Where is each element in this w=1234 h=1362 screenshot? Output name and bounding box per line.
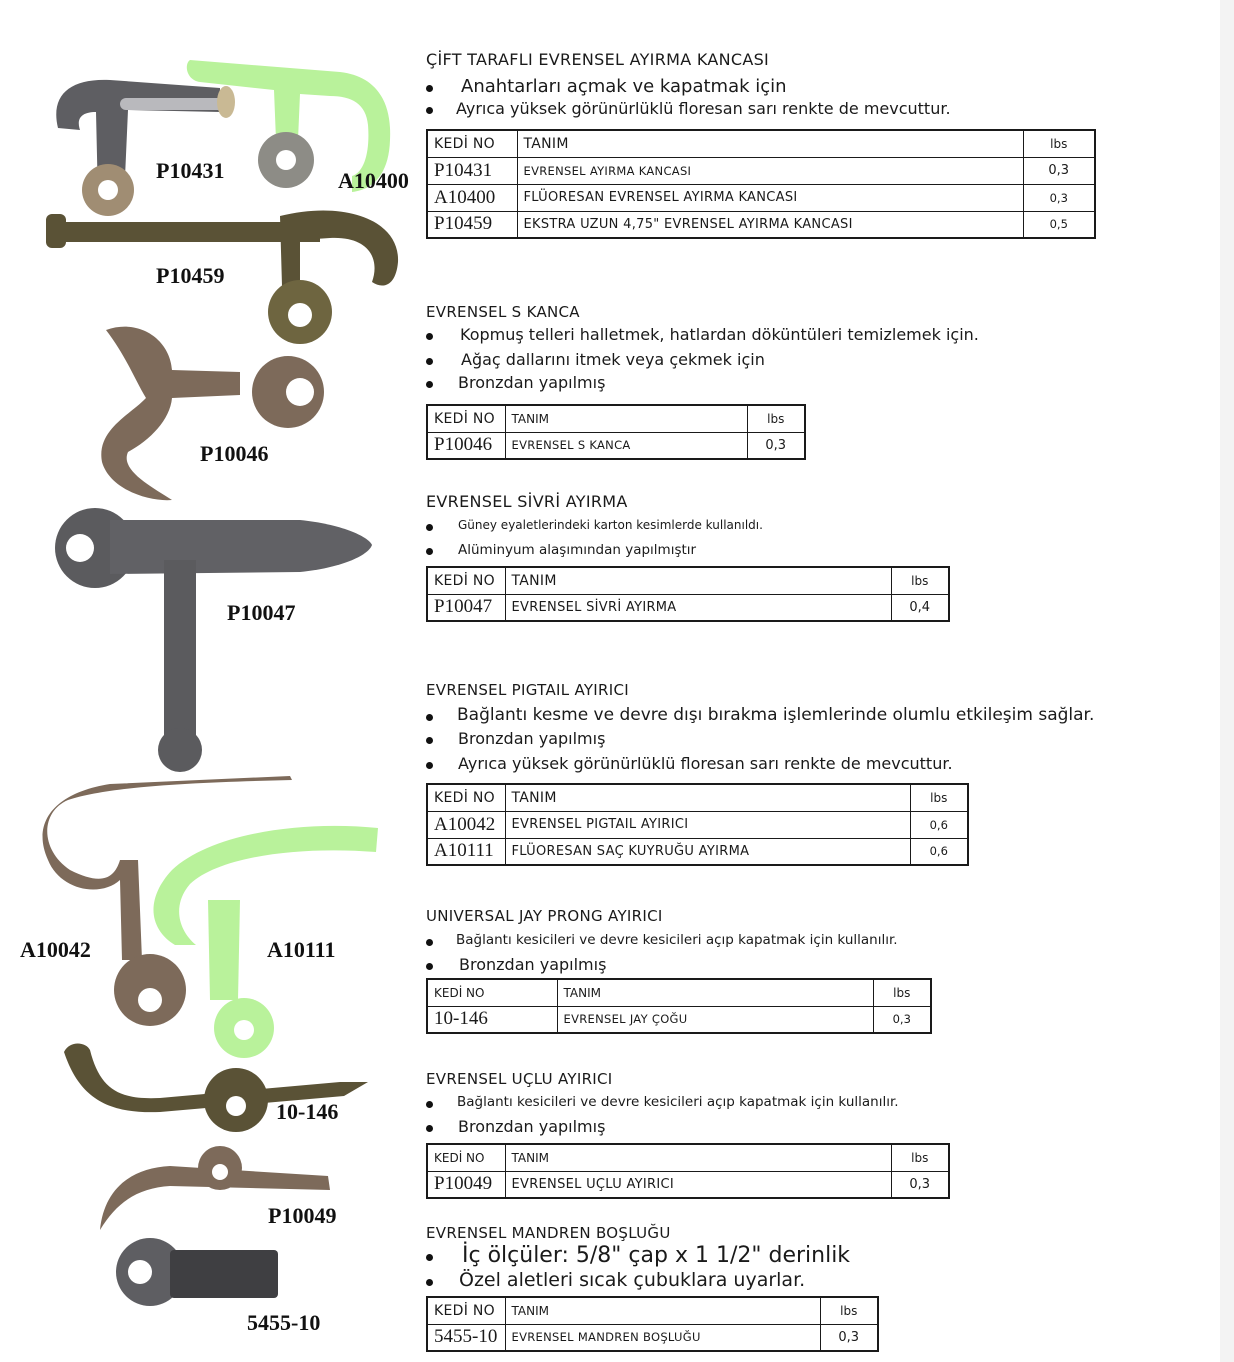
table-header-cell: KEDİ NO — [427, 1144, 505, 1171]
bullet-dot — [426, 524, 433, 531]
table-cell: A10400 — [427, 184, 517, 211]
table-row — [427, 157, 1095, 184]
bullet-text: Kopmuş telleri halletmek, hatlardan döküntüleri temizlemek için. — [460, 325, 979, 344]
bullet-item — [426, 1243, 1186, 1271]
spec-table — [426, 1296, 879, 1352]
tool-illustrations — [0, 0, 420, 1362]
table-cell: EVRENSEL UÇLU AYIRICI — [505, 1171, 891, 1198]
spec-table — [426, 1143, 950, 1199]
bullet-text: Alüminyum alaşımından yapılmıştır — [458, 542, 697, 558]
bullet-text: Güney eyaletlerindeki karton kesimlerde kullanıldı. — [458, 518, 763, 532]
bullet-dot — [426, 1279, 433, 1286]
table-header-cell: KEDİ NO — [427, 567, 505, 594]
tool-image-5455-10 — [116, 1238, 278, 1306]
page-edge — [1220, 0, 1234, 1362]
tool-label: P10047 — [227, 600, 296, 625]
bullet-dot — [426, 963, 433, 970]
bullet-item — [426, 350, 1126, 372]
bullet-text: Ayrıca yüksek görünürlüklü floresan sarı renkte de mevcuttur. — [456, 99, 951, 118]
bullet-item — [426, 99, 1126, 121]
table-header-row — [427, 1144, 949, 1171]
bullet-item — [426, 729, 1126, 751]
table-cell: P10431 — [427, 157, 517, 184]
bullet-dot — [426, 714, 433, 721]
bullet-dot — [426, 737, 433, 744]
tool-image-p10431 — [56, 80, 235, 216]
table-header-cell: KEDİ NO — [427, 784, 505, 811]
table-header-cell: lbs — [1023, 130, 1095, 157]
table-cell: EVRENSEL S KANCA — [505, 432, 747, 459]
spec-table — [426, 783, 969, 866]
table-cell: EVRENSEL MANDREN BOŞLUĞU — [505, 1324, 820, 1351]
table-cell: 10-146 — [427, 1006, 557, 1033]
table-cell: EVRENSEL PIGTAIL AYIRICI — [505, 811, 910, 838]
section-title: UNIVERSAL JAY PRONG AYIRICI — [426, 907, 663, 925]
table-header-cell: TANIM — [505, 567, 891, 594]
bullet-item — [426, 754, 1126, 776]
table-header-cell: lbs — [747, 405, 805, 432]
table-header-cell: TANIM — [557, 979, 873, 1006]
bullet-item — [426, 705, 1146, 729]
section-title: ÇİFT TARAFLI EVRENSEL AYIRMA KANCASI — [426, 50, 770, 69]
table-cell: 0,4 — [891, 594, 949, 621]
bullet-dot — [426, 1125, 433, 1132]
bullet-text: Bronzdan yapılmış — [458, 373, 606, 392]
tool-label: P10049 — [268, 1203, 337, 1228]
spec-table — [426, 978, 932, 1034]
table-header-cell: lbs — [891, 1144, 949, 1171]
table-cell: P10049 — [427, 1171, 505, 1198]
tool-image-a10111 — [153, 826, 378, 1058]
bullet-text: Özel aletleri sıcak çubuklara uyarlar. — [459, 1269, 806, 1291]
tool-label: P10459 — [156, 263, 225, 288]
table-header-row — [427, 1297, 878, 1324]
bullet-dot — [426, 939, 433, 946]
bullet-dot — [426, 85, 433, 92]
table-cell: FLÜORESAN EVRENSEL AYIRMA KANCASI — [517, 184, 1023, 211]
table-cell: 0,3 — [747, 432, 805, 459]
table-row — [427, 1006, 931, 1033]
table-cell: 0,3 — [820, 1324, 878, 1351]
table-header-row — [427, 784, 968, 811]
bullet-text: Ayrıca yüksek görünürlüklü floresan sarı renkte de mevcuttur. — [458, 754, 953, 773]
bullet-item — [426, 932, 1126, 952]
tool-image-p10046 — [101, 327, 324, 501]
table-row — [427, 811, 968, 838]
table-cell: 0,3 — [873, 1006, 931, 1033]
table-cell: 0,3 — [1023, 157, 1095, 184]
tool-image-p10047 — [55, 508, 372, 772]
table-cell: A10042 — [427, 811, 505, 838]
table-cell: P10459 — [427, 211, 517, 238]
table-header-cell: KEDİ NO — [427, 979, 557, 1006]
table-cell: 0,3 — [891, 1171, 949, 1198]
bullet-item — [426, 373, 1126, 395]
bullet-text: İç ölçüler: 5/8" çap x 1 1/2" derinlik — [462, 1243, 851, 1268]
bullet-item — [426, 1269, 1186, 1295]
table-header-cell: lbs — [820, 1297, 878, 1324]
table-row — [427, 838, 968, 865]
table-header-cell: TANIM — [505, 1297, 820, 1324]
table-header-row — [427, 130, 1095, 157]
bullet-item — [426, 955, 1126, 977]
spec-table — [426, 404, 806, 460]
bullet-dot — [426, 358, 433, 365]
table-cell: 0,3 — [1023, 184, 1095, 211]
table-cell: EVRENSEL JAY ÇOĞU — [557, 1006, 873, 1033]
bullet-item — [426, 1117, 1126, 1139]
tool-label: A10400 — [338, 168, 409, 193]
bullet-dot — [426, 762, 433, 769]
table-cell: A10111 — [427, 838, 505, 865]
table-cell: 0,6 — [910, 838, 968, 865]
section-title: EVRENSEL SİVRİ AYIRMA — [426, 492, 628, 511]
table-header-cell: TANIM — [505, 784, 910, 811]
table-row — [427, 594, 949, 621]
table-cell: 0,5 — [1023, 211, 1095, 238]
table-header-cell: lbs — [873, 979, 931, 1006]
bullet-text: Bağlantı kesicileri ve devre kesicileri açıp kapatmak için kullanılır. — [457, 1094, 899, 1110]
bullet-dot — [426, 107, 433, 114]
table-row — [427, 432, 805, 459]
table-row — [427, 184, 1095, 211]
table-cell: P10047 — [427, 594, 505, 621]
table-cell: EVRENSEL SİVRİ AYIRMA — [505, 594, 891, 621]
table-row — [427, 211, 1095, 238]
table-header-row — [427, 979, 931, 1006]
table-header-cell: lbs — [910, 784, 968, 811]
table-header-row — [427, 405, 805, 432]
table-header-cell: KEDİ NO — [427, 1297, 505, 1324]
tool-label: 5455-10 — [247, 1310, 321, 1335]
section-title: EVRENSEL UÇLU AYIRICI — [426, 1070, 613, 1088]
table-cell: 5455-10 — [427, 1324, 505, 1351]
bullet-dot — [426, 1254, 433, 1261]
spec-table — [426, 129, 1096, 239]
bullet-dot — [426, 1101, 433, 1108]
table-header-cell: KEDİ NO — [427, 405, 505, 432]
bullet-text: Bronzdan yapılmış — [459, 955, 607, 974]
bullet-text: Bronzdan yapılmış — [458, 729, 606, 748]
section-title: EVRENSEL PIGTAIL AYIRICI — [426, 681, 629, 699]
bullet-text: Ağaç dallarını itmek veya çekmek için — [461, 350, 765, 369]
table-cell: FLÜORESAN SAÇ KUYRUĞU AYIRMA — [505, 838, 910, 865]
bullet-item — [426, 325, 1126, 347]
table-row — [427, 1324, 878, 1351]
table-row — [427, 1171, 949, 1198]
table-header-cell: TANIM — [517, 130, 1023, 157]
table-header-cell: TANIM — [505, 405, 747, 432]
tool-label: 10-146 — [276, 1099, 339, 1124]
table-cell: EVRENSEL AYIRMA KANCASI — [517, 157, 1023, 184]
tool-label: A10042 — [20, 937, 91, 962]
table-header-row — [427, 567, 949, 594]
table-cell: 0,6 — [910, 811, 968, 838]
bullet-dot — [426, 548, 433, 555]
bullet-item — [426, 518, 1126, 536]
bullet-text: Bronzdan yapılmış — [458, 1117, 606, 1136]
bullet-item — [426, 76, 1126, 100]
table-header-cell: TANIM — [505, 1144, 891, 1171]
bullet-text: Bağlantı kesme ve devre dışı bırakma işlemlerinde olumlu etkileşim sağlar. — [457, 705, 1095, 725]
tool-label: A10111 — [267, 937, 336, 962]
table-header-cell: lbs — [891, 567, 949, 594]
section-title: EVRENSEL MANDREN BOŞLUĞU — [426, 1224, 671, 1242]
table-header-cell: KEDİ NO — [427, 130, 517, 157]
bullet-item — [426, 1094, 1126, 1114]
bullet-item — [426, 542, 1126, 560]
bullet-dot — [426, 333, 433, 340]
tool-label: P10431 — [156, 158, 225, 183]
bullet-text: Anahtarları açmak ve kapatmak için — [461, 76, 787, 97]
table-cell: P10046 — [427, 432, 505, 459]
table-cell: EKSTRA UZUN 4,75" EVRENSEL AYIRMA KANCASI — [517, 211, 1023, 238]
bullet-text: Bağlantı kesicileri ve devre kesicileri açıp kapatmak için kullanılır. — [456, 932, 898, 948]
section-title: EVRENSEL S KANCA — [426, 303, 580, 321]
spec-table — [426, 566, 950, 622]
bullet-dot — [426, 381, 433, 388]
tool-label: P10046 — [200, 441, 269, 466]
